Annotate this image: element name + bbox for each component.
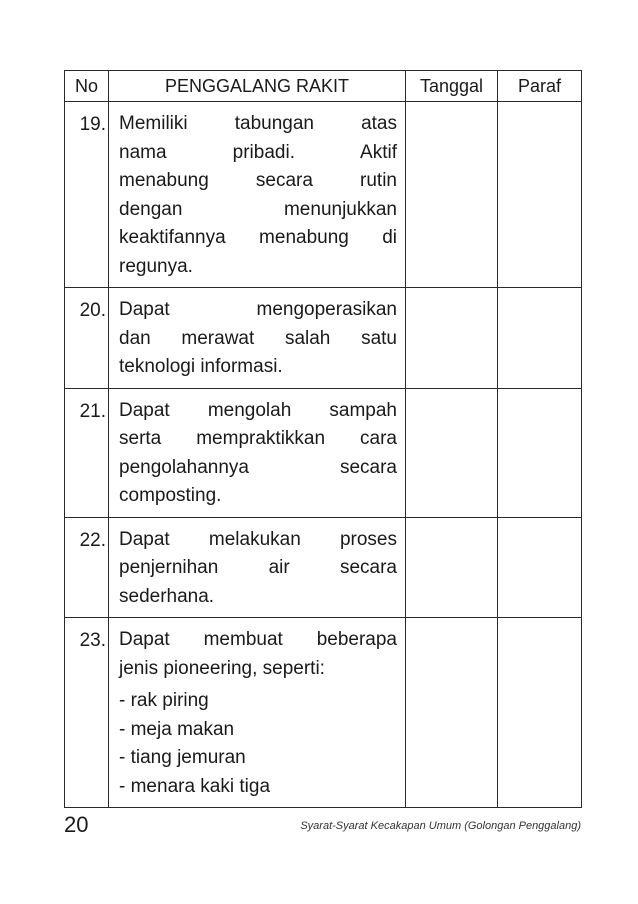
table-row (65, 388, 582, 517)
requirement-line: Dapat membuat beberapa (119, 629, 397, 650)
requirement-line: dengan menunjukkan (119, 198, 397, 220)
requirement-line: Dapat mengoperasikan (119, 299, 397, 320)
requirement-line: keaktifannya menabung di (119, 227, 397, 248)
requirement-line: dan merawat salah satu (119, 327, 397, 349)
header-sign: Paraf (498, 71, 582, 102)
table-row (65, 288, 582, 389)
table-row (65, 517, 582, 618)
list-item: - rak piring (119, 690, 209, 711)
table-row (65, 618, 582, 808)
requirement-line: teknologi informasi. (119, 356, 283, 377)
row-number: 21. (65, 388, 109, 517)
list-item: - tiang jemuran (119, 747, 246, 768)
table-row (65, 102, 582, 288)
requirement-text (109, 288, 406, 389)
requirements-sheet (64, 70, 581, 808)
book-title: Syarat-Syarat Kecakapan Umum (Golongan Penggalang) (300, 820, 581, 832)
table-header-row (65, 71, 582, 102)
date-cell[interactable] (406, 102, 498, 288)
requirement-line: jenis pioneering, seperti: (119, 657, 325, 679)
requirement-line: sederhana. (119, 585, 215, 607)
requirement-line: Dapat melakukan proses (119, 528, 397, 550)
requirement-line: pengolahannya secara (119, 456, 397, 478)
date-cell[interactable] (406, 618, 498, 808)
row-number: 20. (65, 288, 109, 389)
requirement-line: serta mempraktikkan cara (119, 428, 397, 449)
signature-cell[interactable] (498, 288, 582, 389)
requirement-text (109, 517, 406, 618)
requirement-line: composting. (119, 485, 222, 506)
page-number: 20 (64, 812, 89, 837)
header-date: Tanggal (406, 71, 498, 102)
row-number: 23. (65, 618, 109, 808)
requirement-line: Dapat mengolah sampah (119, 399, 397, 421)
list-item: - meja makan (119, 718, 235, 740)
requirement-line: penjernihan air secara (119, 557, 397, 578)
header-no: No (65, 71, 109, 102)
requirement-line: nama pribadi. Aktif (119, 141, 397, 163)
requirement-line: menabung secara rutin (119, 170, 397, 191)
header-item: PENGGALANG RAKIT (109, 71, 406, 102)
requirement-text (109, 388, 406, 517)
list-item: - menara kaki tiga (119, 775, 271, 797)
requirement-line: regunya. (119, 255, 193, 277)
date-cell[interactable] (406, 388, 498, 517)
requirements-table (64, 70, 582, 808)
page-footer (64, 812, 581, 842)
requirement-text (109, 618, 406, 808)
requirement-line: Memiliki tabungan atas (119, 113, 397, 134)
requirement-text (109, 102, 406, 288)
date-cell[interactable] (406, 517, 498, 618)
signature-cell[interactable] (498, 618, 582, 808)
date-cell[interactable] (406, 288, 498, 389)
row-number: 19. (65, 102, 109, 288)
row-number: 22. (65, 517, 109, 618)
signature-cell[interactable] (498, 102, 582, 288)
signature-cell[interactable] (498, 388, 582, 517)
signature-cell[interactable] (498, 517, 582, 618)
